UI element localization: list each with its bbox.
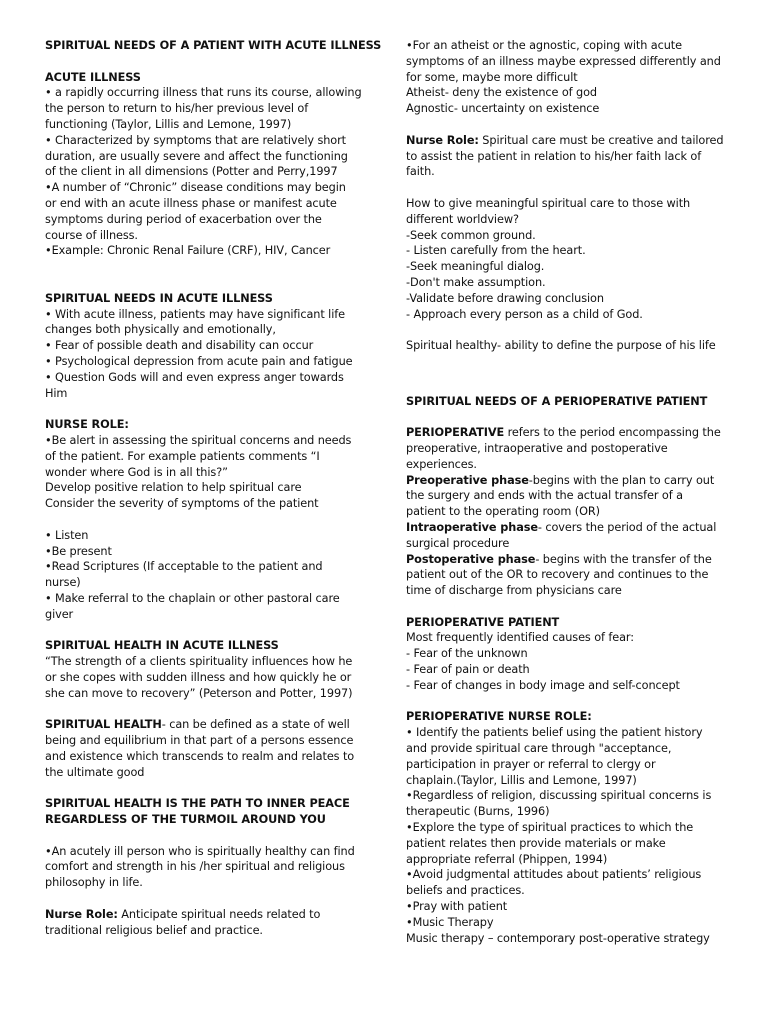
section-title: PERIOPERATIVE PATIENT [406, 615, 560, 629]
section-title: PERIOPERATIVE NURSE ROLE: [406, 710, 592, 724]
list-item: - Approach every person as a child of God. [406, 307, 643, 321]
definition-term: Intraoperative phase [406, 520, 538, 534]
text-line: therapeutic (Burns, 1996) [406, 805, 550, 819]
definition-line [406, 520, 728, 536]
definition-line [406, 425, 728, 441]
text-line: symptoms of an illness maybe expressed differently and [406, 54, 721, 68]
definition-line [45, 717, 365, 733]
text-line: of the client in all dimensions (Potter and Perry,1997 [45, 165, 338, 179]
list-item: - Fear of the unknown [406, 647, 528, 661]
section-title: SPIRITUAL NEEDS OF A PERIOPERATIVE PATIENT [406, 394, 708, 408]
text-line: patient relates then provide materials or make [406, 836, 666, 850]
section-title: SPIRITUAL NEEDS OF A PATIENT WITH ACUTE ILLNESS [45, 39, 382, 52]
right-column [406, 38, 728, 946]
text-line: Develop positive relation to help spiritual care [45, 481, 302, 495]
definition-term: Preoperative phase [406, 473, 529, 487]
definition-text: Anticipate spiritual needs related to [117, 907, 321, 921]
list-item: • Make referral to the chaplain or other pastoral care [45, 591, 340, 605]
list-item: •Be present [45, 544, 112, 558]
definition-line [45, 907, 365, 923]
text-line: •An acutely ill person who is spiritually healthy can find [45, 844, 355, 858]
text-line: •For an atheist or the agnostic, coping with acute [406, 39, 682, 52]
section-title: NURSE ROLE: [45, 418, 129, 432]
text-line: appropriate referral (Phippen, 1994) [406, 852, 608, 866]
text-line: the surgery and ends with the actual transfer of a [406, 489, 683, 503]
text-line: Music therapy – contemporary post-operative strategy [406, 931, 710, 945]
definition-text: Spiritual care must be creative and tailored [478, 133, 724, 147]
section-title: SPIRITUAL NEEDS IN ACUTE ILLNESS [45, 291, 273, 305]
list-item: •Pray with patient [406, 900, 508, 914]
section-title: SPIRITUAL HEALTH IN ACUTE ILLNESS [45, 639, 279, 653]
text-line: comfort and strength in his /her spiritual and religious [45, 860, 345, 874]
text-line: Him [45, 386, 68, 400]
text-line: chaplain.(Taylor, Lillis and Lemone, 1997) [406, 773, 637, 787]
text-line: faith. [406, 165, 435, 179]
text-line: patient out of the OR to recovery and continues to the [406, 568, 709, 582]
text-line: symptoms during period of exacerbation over the [45, 212, 322, 226]
text-line: surgical procedure [406, 536, 510, 550]
definition-line [406, 473, 728, 489]
text-line: • Psychological depression from acute pain and fatigue [45, 354, 353, 368]
text-line: she can move to recovery” (Peterson and Potter, 1997) [45, 686, 353, 700]
text-line: for some, maybe more difficult [406, 70, 578, 84]
text-line: Agnostic- uncertainty on existence [406, 102, 600, 116]
definition-text: -begins with the plan to carry out [528, 473, 715, 487]
list-item: -Seek common ground. [406, 228, 536, 242]
definition-text: - can be defined as a state of well [161, 718, 350, 732]
text-line: or she copes with sudden illness and how quickly he or [45, 670, 352, 684]
text-line: and existence which transcends to realm and relates to [45, 749, 355, 763]
text-line: patient to the operating room (OR) [406, 505, 600, 519]
section-title: SPIRITUAL HEALTH IS THE PATH TO INNER PEACE [45, 797, 350, 811]
text-line: different worldview? [406, 212, 519, 226]
list-item: nurse) [45, 576, 81, 590]
text-line: time of discharge from physicians care [406, 584, 622, 598]
list-item: • Listen [45, 528, 89, 542]
text-line: philosophy in life. [45, 876, 143, 890]
list-item: -Don't make assumption. [406, 275, 546, 289]
text-line: course of illness. [45, 228, 138, 242]
definition-term: Nurse Role: [45, 907, 118, 921]
list-item: •Read Scriptures (If acceptable to the patient and [45, 560, 323, 574]
text-line: and provide spiritual care through "acceptance, [406, 742, 672, 756]
text-line: Spiritual healthy- ability to define the purpose of his life [406, 339, 716, 353]
text-line: of the patient. For example patients comments “I [45, 449, 320, 463]
text-line: • Identify the patients belief using the patient history [406, 726, 703, 740]
text-line: •Regardless of religion, discussing spiritual concerns is [406, 789, 712, 803]
text-line: being and equilibrium in that part of a persons essence [45, 734, 354, 748]
text-line: • Fear of possible death and disability can occur [45, 339, 314, 353]
text-line: •A number of “Chronic” disease conditions may begin [45, 181, 346, 195]
text-line: experiences. [406, 457, 477, 471]
definition-term: PERIOPERATIVE [406, 426, 505, 440]
definition-line [406, 133, 728, 149]
text-line: or end with an acute illness phase or manifest acute [45, 196, 337, 210]
definition-text: - begins with the transfer of the [535, 552, 712, 566]
text-line: Most frequently identified causes of fear: [406, 631, 634, 645]
definition-term: Postoperative phase [406, 552, 536, 566]
left-column [45, 38, 382, 938]
text-line: How to give meaningful spiritual care to those with [406, 196, 691, 210]
text-line: •Be alert in assessing the spiritual concerns and needs [45, 433, 352, 447]
list-item: - Listen carefully from the heart. [406, 244, 586, 258]
section-title: REGARDLESS OF THE TURMOIL AROUND YOU [45, 813, 326, 827]
text-line: changes both physically and emotionally, [45, 323, 276, 337]
list-item: - Fear of changes in body image and self-concept [406, 678, 680, 692]
list-item: -Seek meaningful dialog. [406, 260, 545, 274]
definition-term: SPIRITUAL HEALTH [45, 718, 162, 732]
text-line: Atheist- deny the existence of god [406, 86, 597, 100]
list-item: •Music Therapy [406, 915, 494, 929]
text-line: to assist the patient in relation to his/her faith lack of [406, 149, 702, 163]
text-line: duration, are usually severe and affect the functioning [45, 149, 348, 163]
text-line: • With acute illness, patients may have significant life [45, 307, 345, 321]
text-line: the ultimate good [45, 765, 145, 779]
list-item: -Validate before drawing conclusion [406, 291, 604, 305]
text-line: • a rapidly occurring illness that runs its course, allowing [45, 86, 362, 100]
text-line: •Explore the type of spiritual practices to which the [406, 821, 694, 835]
list-item: giver [45, 607, 74, 621]
text-line: •Avoid judgmental attitudes about patients’ religious [406, 868, 702, 882]
list-item: - Fear of pain or death [406, 663, 530, 677]
text-line: •Example: Chronic Renal Failure (CRF), HIV, Cancer [45, 244, 331, 258]
section-subtitle: ACUTE ILLNESS [45, 70, 141, 84]
text-line: beliefs and practices. [406, 884, 525, 898]
text-line: the person to return to his/her previous level of [45, 102, 309, 116]
text-line: wonder where God is in all this?” [45, 465, 228, 479]
text-line: “The strength of a clients spirituality influences how he [45, 655, 353, 669]
text-line: participation in prayer or referral to clergy or [406, 757, 656, 771]
definition-line [406, 552, 728, 568]
definition-text: refers to the period encompassing the [504, 426, 721, 440]
text-line: • Question Gods will and even express anger towards [45, 370, 344, 384]
definition-term: Nurse Role: [406, 133, 479, 147]
definition-text: - covers the period of the actual [537, 520, 717, 534]
text-line: functioning (Taylor, Lillis and Lemone, 1997) [45, 117, 292, 131]
text-line: Consider the severity of symptoms of the patient [45, 497, 319, 511]
text-line: traditional religious belief and practice. [45, 923, 263, 937]
text-line: preoperative, intraoperative and postoperative [406, 441, 668, 455]
text-line: • Characterized by symptoms that are relatively short [45, 133, 346, 147]
